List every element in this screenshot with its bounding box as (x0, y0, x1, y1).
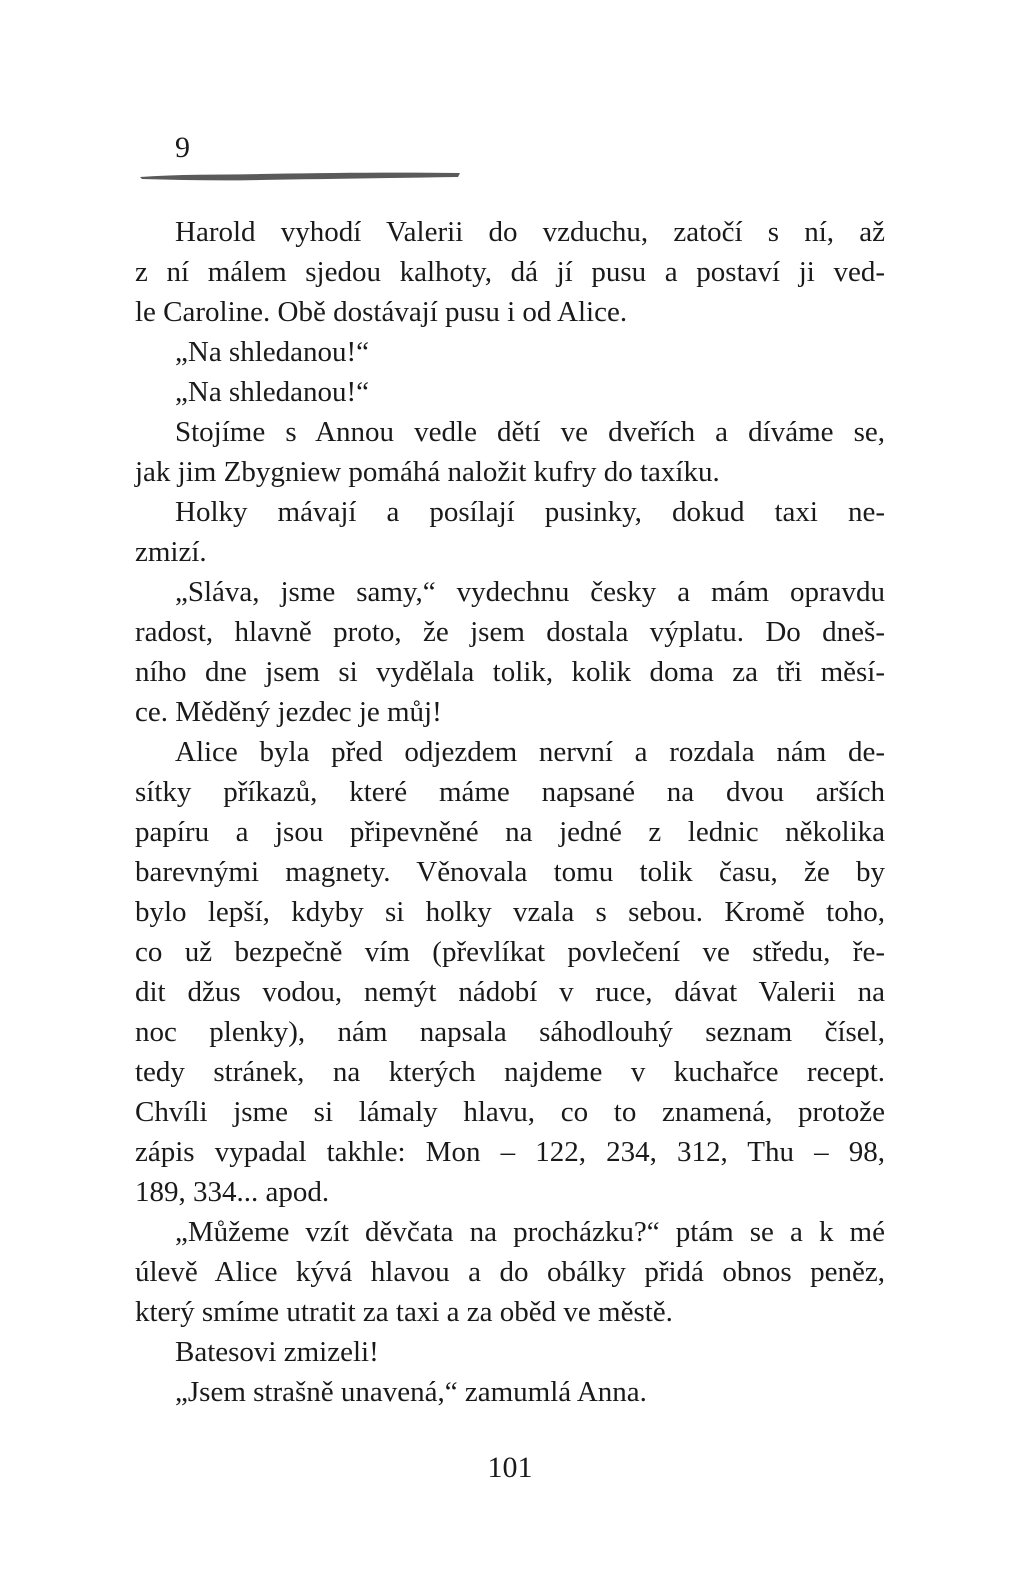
text-line: le Caroline. Obě dostávají pusu i od Alice. (135, 296, 628, 328)
text-line: jak jim Zbygniew pomáhá naložit kufry do taxíku. (135, 456, 720, 488)
text-line: „Jsem strašně unavená,“ zamumlá Anna. (175, 1376, 647, 1408)
text-line: sítky příkazů, které máme napsané na dvou arších (135, 776, 885, 808)
body-text (135, 212, 885, 1412)
text-line: noc plenky), nám napsala sáhodlouhý seznam čísel, (135, 1016, 885, 1048)
text-line: „Můžeme vzít děvčata na procházku?“ ptám se a k mé (175, 1216, 885, 1248)
text-line: „Na shledanou!“ (175, 376, 370, 408)
text-line: zápis vypadal takhle: Mon – 122, 234, 312, Thu – 98, (135, 1136, 885, 1168)
text-line: který smíme utratit za taxi a za oběd ve městě. (135, 1296, 673, 1328)
text-line: zmizí. (135, 536, 207, 568)
text-line: úlevě Alice kývá hlavou a do obálky přidá obnos peněz, (135, 1256, 885, 1288)
text-line: Batesovi zmizeli! (175, 1336, 379, 1368)
text-line: Alice byla před odjezdem nervní a rozdala nám de- (175, 736, 885, 768)
text-line: Stojíme s Annou vedle dětí ve dveřích a díváme se, (175, 416, 885, 448)
text-line: z ní málem sjedou kalhoty, dá jí pusu a postaví ji ved- (135, 256, 885, 288)
text-line: tedy stránek, na kterých najdeme v kuchařce recept. (135, 1056, 885, 1088)
text-line: Holky mávají a posílají pusinky, dokud taxi ne- (175, 496, 885, 528)
text-line: Harold vyhodí Valerii do vzduchu, zatočí s ní, až (175, 216, 885, 248)
text-line: co už bezpečně vím (převlíkat povlečení ve středu, ře- (135, 936, 885, 968)
text-line: Chvíli jsme si lámaly hlavu, co to znamená, protože (135, 1096, 885, 1128)
chapter-number: 9 (175, 131, 190, 164)
text-line: barevnými magnety. Věnovala tomu tolik času, že by (135, 856, 885, 888)
text-line: bylo lepší, kdyby si holky vzala s sebou. Kromě toho, (135, 896, 885, 928)
text-line: „Na shledanou!“ (175, 336, 370, 368)
text-line: 189, 334... apod. (135, 1176, 330, 1208)
page-number: 101 (487, 1451, 533, 1484)
text-line: radost, hlavně proto, že jsem dostala výplatu. Do dneš- (135, 616, 885, 648)
text-line: ního dne jsem si vydělala tolik, kolik doma za tři měsí- (135, 656, 885, 688)
text-line: ce. Měděný jezdec je můj! (135, 696, 442, 728)
brush-stroke-divider (140, 170, 460, 182)
text-line: papíru a jsou připevněné na jedné z lednic několika (135, 816, 885, 848)
text-line: „Sláva, jsme samy,“ vydechnu česky a mám opravdu (175, 576, 885, 608)
text-line: dit džus vodou, nemýt nádobí v ruce, dávat Valerii na (135, 976, 885, 1008)
